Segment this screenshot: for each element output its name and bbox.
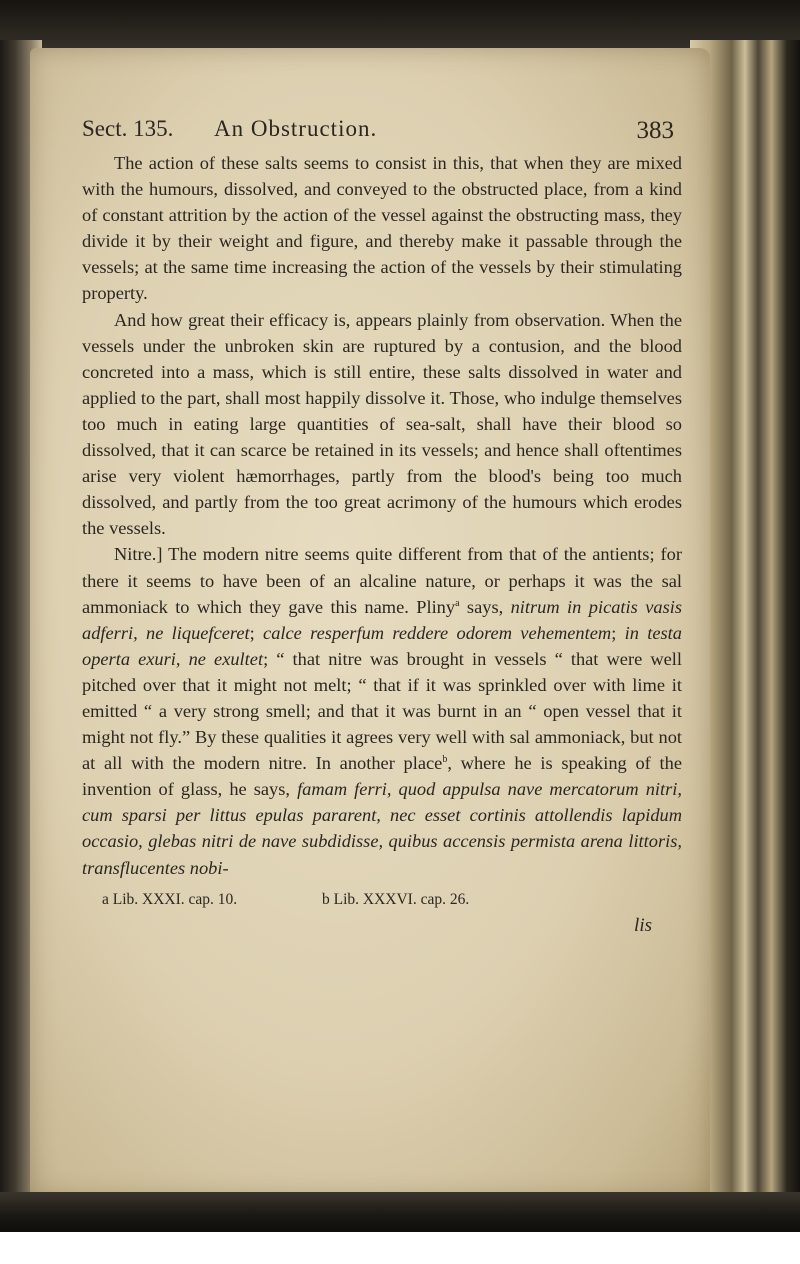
nitre-text-5: ; “ that nitre was brought in vessels “ that were well pitched over that it might not melt; “ that if it was sprinkled over with lime it emitted “ a very strong smell; and that it was burnt in an “ open vessel that it might not fly.” By these qualities it agrees very well with sal ammoniack, but not at all with the modern nitre. In another place — [82, 648, 682, 774]
paragraph-efficacy: And how great their efficacy is, appears plainly from observation. When the vessels under the unbroken skin are ruptured by a contusion, and the blood concreted into a mass, which is still entire, these salts dissolved in water and applied to the part, shall most happily dissolve it. Those, who indulge themselves too much in eating large quantities of sea-salt, shall have their blood so dissolved, that it can scarce be retained in its vessels; and hence shall oftentimes arise very violent hæmorrhages, partly from the blood's being too much dissolved, and partly from the too great acrimony of the humours which erodes the vessels. — [82, 309, 682, 539]
page-number: 383 — [636, 117, 674, 144]
nitre-text-6: , where he is speaking of the invention of glass, he says, — [82, 753, 682, 800]
latin-quote-4: famam ferri, quod appulsa nave mercatorum nitri, cum sparsi per littus epulas pararent, nec esset cortinis attollendis lapidum occasio, glebas nitri de nave subdidisse, quibus accensis permista arena littoris, transflucentes nobi- — [82, 779, 682, 878]
running-title: An Obstruction. — [214, 116, 378, 141]
footnote-ref-b: b — [442, 754, 448, 766]
running-header — [82, 112, 682, 146]
footnote-b: b Lib. XXXVI. cap. 26. — [322, 890, 470, 908]
latin-quote-2: calce resperfum reddere odorem vehementem — [263, 622, 612, 643]
paragraph-nitre — [82, 541, 682, 880]
bottom-scan-edge — [0, 1192, 800, 1232]
page-text-block — [82, 112, 682, 939]
nitre-text-4: ; — [611, 622, 625, 643]
catchword: lis — [634, 914, 652, 936]
nitre-text-1: Nitre.] The modern nitre seems quite different from that of the antients; for there it seems to have been of an alcaline nature, or perhaps it was the sal ammoniack to which they gave this name. Pliny — [82, 544, 682, 617]
section-label: Sect. 135. — [82, 116, 174, 141]
latin-quote-3: in testa operta exuri, ne exultet — [82, 622, 682, 669]
footnotes — [82, 887, 682, 913]
nitre-text-2: says, — [459, 596, 511, 617]
footnote-a: a Lib. XXXI. cap. 10. — [102, 890, 238, 908]
nitre-text-3: ; — [249, 622, 264, 643]
footnote-ref-a: a — [455, 597, 460, 609]
latin-quote-1: nitrum in picatis vasis adferri, ne liquefceret — [82, 596, 682, 643]
catchword-line — [82, 913, 682, 939]
paragraph-salts-action: The action of these salts seems to consist in this, that when they are mixed with the humours, dissolved, and conveyed to the obstructed place, from a kind of constant attrition by the action of the vessel against the obstructing mass, they divide it by their weight and figure, and thereby make it passable through the vessels; at the same time increasing the action of the vessels by their stimulating property. — [82, 153, 682, 304]
